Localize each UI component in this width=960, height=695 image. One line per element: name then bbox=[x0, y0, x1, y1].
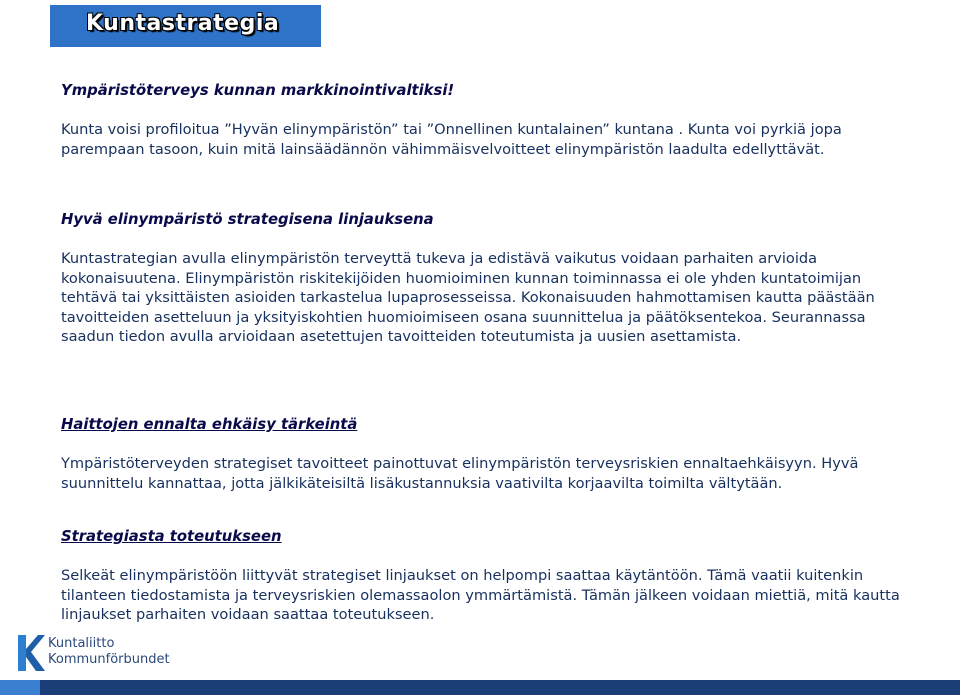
logo-line-1: Kuntaliitto bbox=[48, 636, 115, 651]
section-marketing bbox=[61, 81, 921, 159]
section-text: Ympäristöterveyden strategiset tavoitteet painottuvat elinympäristön terveysriskien ennaltaehkäisyyn. Hyvä suunnittelu kannattaa, jotta jälkikäteisiltä lisäkustannuksia vaativilta korjaavilta toimilta vältytään. bbox=[61, 455, 859, 492]
footer-accent bbox=[0, 680, 40, 695]
page-title: Kuntastrategia bbox=[86, 11, 280, 36]
section-implementation bbox=[61, 527, 921, 625]
k-logo-icon bbox=[14, 633, 46, 673]
section-heading: Strategiasta toteutukseen bbox=[61, 528, 282, 545]
logo-text bbox=[48, 636, 170, 668]
section-text: Kuntastrategian avulla elinympäristön terveyttä tukeva ja edistävä vaikutus voidaan parhaiten arvioida kokonaisuutena. Elinympäristön riskitekijöiden huomioiminen kunnan toiminnassa ei ole yhden kuntatoimijan tehtävä tai yksittäisten asioiden tarkastelua lupaprosesseissa. Kokonaisuuden hahmottamisen kautta päästään tavoitteiden asetteluun ja yksityiskohtien huomioimiseen osana suunnittelua ja päätöksentekoa. Seurannassa saadun tiedon avulla arvioidaan asetettujen tavoitteiden toteutumista ja uusien asettamista. bbox=[61, 250, 875, 346]
logo-line-2: Kommunförbundet bbox=[48, 652, 170, 667]
footer-bar bbox=[0, 680, 960, 695]
section-strategic-policy bbox=[61, 210, 921, 346]
kuntaliitto-logo bbox=[14, 633, 184, 673]
section-heading: Ympäristöterveys kunnan markkinointivaltiksi! bbox=[61, 82, 455, 99]
title-banner bbox=[50, 5, 321, 47]
section-text: Selkeät elinympäristöön liittyvät strategiset linjaukset on helpompi saattaa käytäntöön. Tämä vaatii kuitenkin tilanteen tiedostamista ja terveysriskien olemassaolon ymmärtämistä. Tämän jälkeen voidaan miettiä, mitä kautta linjaukset parhaiten voidaan saattaa toteutukseen. bbox=[61, 567, 900, 624]
section-prevention bbox=[61, 415, 921, 493]
section-heading: Haittojen ennalta ehkäisy tärkeintä bbox=[61, 416, 358, 433]
section-heading: Hyvä elinympäristö strategisena linjauksena bbox=[61, 211, 434, 228]
section-text: Kunta voisi profiloitua ”Hyvän elinympäristön” tai ”Onnellinen kuntalainen” kuntana . Kunta voi pyrkiä jopa parempaan tasoon, kuin mitä lainsäädännön vähimmäisvelvoitteet elinympäristön laadulta edellyttävät. bbox=[61, 121, 842, 158]
